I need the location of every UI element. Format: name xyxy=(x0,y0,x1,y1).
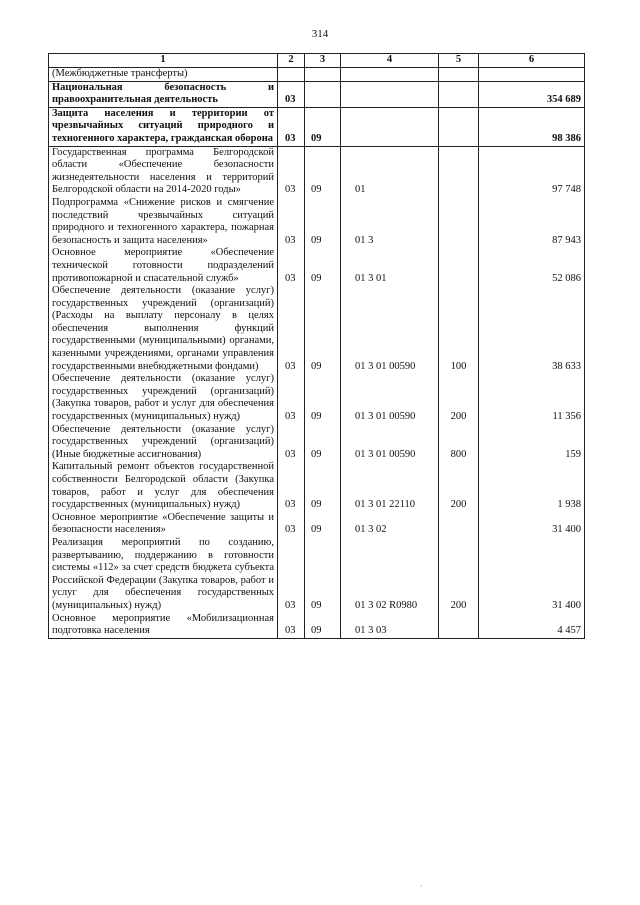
row-name: Государственная программа Белгородской области «Обеспечение безопасности жизнедеятельности населения и территорий Белгородской области на 2014-2020 годы» xyxy=(49,146,278,197)
header-col-4: 4 xyxy=(341,54,439,68)
table-row xyxy=(49,424,585,462)
row-sum: 159 xyxy=(479,424,585,462)
row-csr: 01 3 01 00590 xyxy=(341,285,439,373)
row-csr: 01 3 01 xyxy=(341,247,439,285)
row-name: Защита населения и территории от чрезвычайных ситуаций природного и техногенного характера, гражданская оборона xyxy=(49,107,278,146)
row-podrazdel: 09 xyxy=(305,146,341,197)
row-razdel: 03 xyxy=(278,197,305,247)
table-row xyxy=(49,373,585,423)
row-name: Основное мероприятие «Мобилизационная подготовка населения xyxy=(49,613,278,639)
row-razdel: 03 xyxy=(278,461,305,511)
row-name: Подпрограмма «Снижение рисков и смягчение последствий чрезвычайных ситуаций природного и техногенного характера, пожарная безопасность и защита населения» xyxy=(49,197,278,247)
row-name: Обеспечение деятельности (оказание услуг) государственных учреждений (организаций) (Иные бюджетные ассигнования) xyxy=(49,424,278,462)
row-sum: 31 400 xyxy=(479,537,585,613)
page-number: 314 xyxy=(311,28,329,40)
table-row xyxy=(49,247,585,285)
row-sum: 4 457 xyxy=(479,613,585,639)
row-podrazdel: 09 xyxy=(305,373,341,423)
row-csr: 01 3 03 xyxy=(341,613,439,639)
header-col-2: 2 xyxy=(278,54,305,68)
row-podrazdel xyxy=(305,68,341,82)
row-sum: 31 400 xyxy=(479,512,585,537)
row-name: Реализация мероприятий по созданию, развертыванию, поддержанию в готовности системы «112» за счет средств бюджета субъекта Российской Федерации (Закупка товаров, работ и услуг для обеспечения государственных (муниципальных) нужд) xyxy=(49,537,278,613)
header-col-5: 5 xyxy=(439,54,479,68)
table-row xyxy=(49,81,585,107)
row-sum: 354 689 xyxy=(479,81,585,107)
row-sum: 38 633 xyxy=(479,285,585,373)
row-csr: 01 3 xyxy=(341,197,439,247)
row-sum: 52 086 xyxy=(479,247,585,285)
table-row xyxy=(49,512,585,537)
row-razdel: 03 xyxy=(278,81,305,107)
row-razdel: 03 xyxy=(278,146,305,197)
row-name: Обеспечение деятельности (оказание услуг) государственных учреждений (организаций) (Расходы на выплату персоналу в целях обеспечения выполнения функций государственными (муниципальными) органами, казенными учреждениями, органами управления государственными внебюджетными фондами) xyxy=(49,285,278,373)
row-vr xyxy=(439,512,479,537)
row-vr xyxy=(439,107,479,146)
row-name: Обеспечение деятельности (оказание услуг) государственных учреждений (организаций) (Закупка товаров, работ и услуг для обеспечения государственных (муниципальных) нужд) xyxy=(49,373,278,423)
row-csr: 01 3 01 22110 xyxy=(341,461,439,511)
row-razdel: 03 xyxy=(278,613,305,639)
row-vr: 200 xyxy=(439,373,479,423)
row-name: Капитальный ремонт объектов государственной собственности Белгородской области (Закупка товаров, работ и услуг для обеспечения государственных (муниципальных) нужд) xyxy=(49,461,278,511)
table-row xyxy=(49,197,585,247)
row-vr xyxy=(439,613,479,639)
row-sum: 97 748 xyxy=(479,146,585,197)
row-csr xyxy=(341,68,439,82)
table-row xyxy=(49,613,585,639)
row-csr xyxy=(341,81,439,107)
header-col-1: 1 xyxy=(49,54,278,68)
row-podrazdel: 09 xyxy=(305,285,341,373)
row-name: Основное мероприятие «Обеспечение защиты и безопасности населения» xyxy=(49,512,278,537)
row-sum: 98 386 xyxy=(479,107,585,146)
header-col-3: 3 xyxy=(305,54,341,68)
row-sum xyxy=(479,68,585,82)
header-col-6: 6 xyxy=(479,54,585,68)
row-podrazdel: 09 xyxy=(305,107,341,146)
row-vr xyxy=(439,247,479,285)
table-row xyxy=(49,461,585,511)
budget-table xyxy=(48,53,585,639)
row-razdel: 03 xyxy=(278,107,305,146)
row-razdel: 03 xyxy=(278,247,305,285)
table-row xyxy=(49,68,585,82)
table-row xyxy=(49,107,585,146)
row-csr: 01 xyxy=(341,146,439,197)
row-podrazdel: 09 xyxy=(305,424,341,462)
row-name: Основное мероприятие «Обеспечение технической готовности подразделений противопожарной и спасательной служб» xyxy=(49,247,278,285)
row-razdel: 03 xyxy=(278,373,305,423)
row-razdel: 03 xyxy=(278,512,305,537)
row-podrazdel: 09 xyxy=(305,537,341,613)
row-razdel: 03 xyxy=(278,424,305,462)
row-csr xyxy=(341,107,439,146)
row-vr: 200 xyxy=(439,461,479,511)
row-csr: 01 3 01 00590 xyxy=(341,373,439,423)
row-vr: 800 xyxy=(439,424,479,462)
row-podrazdel: 09 xyxy=(305,247,341,285)
table-header-row xyxy=(49,54,585,68)
row-podrazdel: 09 xyxy=(305,613,341,639)
table-row xyxy=(49,285,585,373)
row-razdel xyxy=(278,68,305,82)
row-csr: 01 3 02 R0980 xyxy=(341,537,439,613)
row-sum: 1 938 xyxy=(479,461,585,511)
row-vr: 100 xyxy=(439,285,479,373)
row-vr xyxy=(439,81,479,107)
row-razdel: 03 xyxy=(278,537,305,613)
row-podrazdel: 09 xyxy=(305,512,341,537)
row-vr xyxy=(439,146,479,197)
row-vr xyxy=(439,197,479,247)
row-sum: 87 943 xyxy=(479,197,585,247)
row-podrazdel xyxy=(305,81,341,107)
row-vr xyxy=(439,68,479,82)
row-razdel: 03 xyxy=(278,285,305,373)
row-sum: 11 356 xyxy=(479,373,585,423)
row-csr: 01 3 01 00590 xyxy=(341,424,439,462)
row-podrazdel: 09 xyxy=(305,197,341,247)
row-podrazdel: 09 xyxy=(305,461,341,511)
scan-speck: · xyxy=(420,882,423,891)
row-vr: 200 xyxy=(439,537,479,613)
table-row xyxy=(49,146,585,197)
table-row xyxy=(49,537,585,613)
row-name: (Межбюджетные трансферты) xyxy=(49,68,278,82)
row-name: Национальная безопасность и правоохранительная деятельность xyxy=(49,81,278,107)
row-csr: 01 3 02 xyxy=(341,512,439,537)
